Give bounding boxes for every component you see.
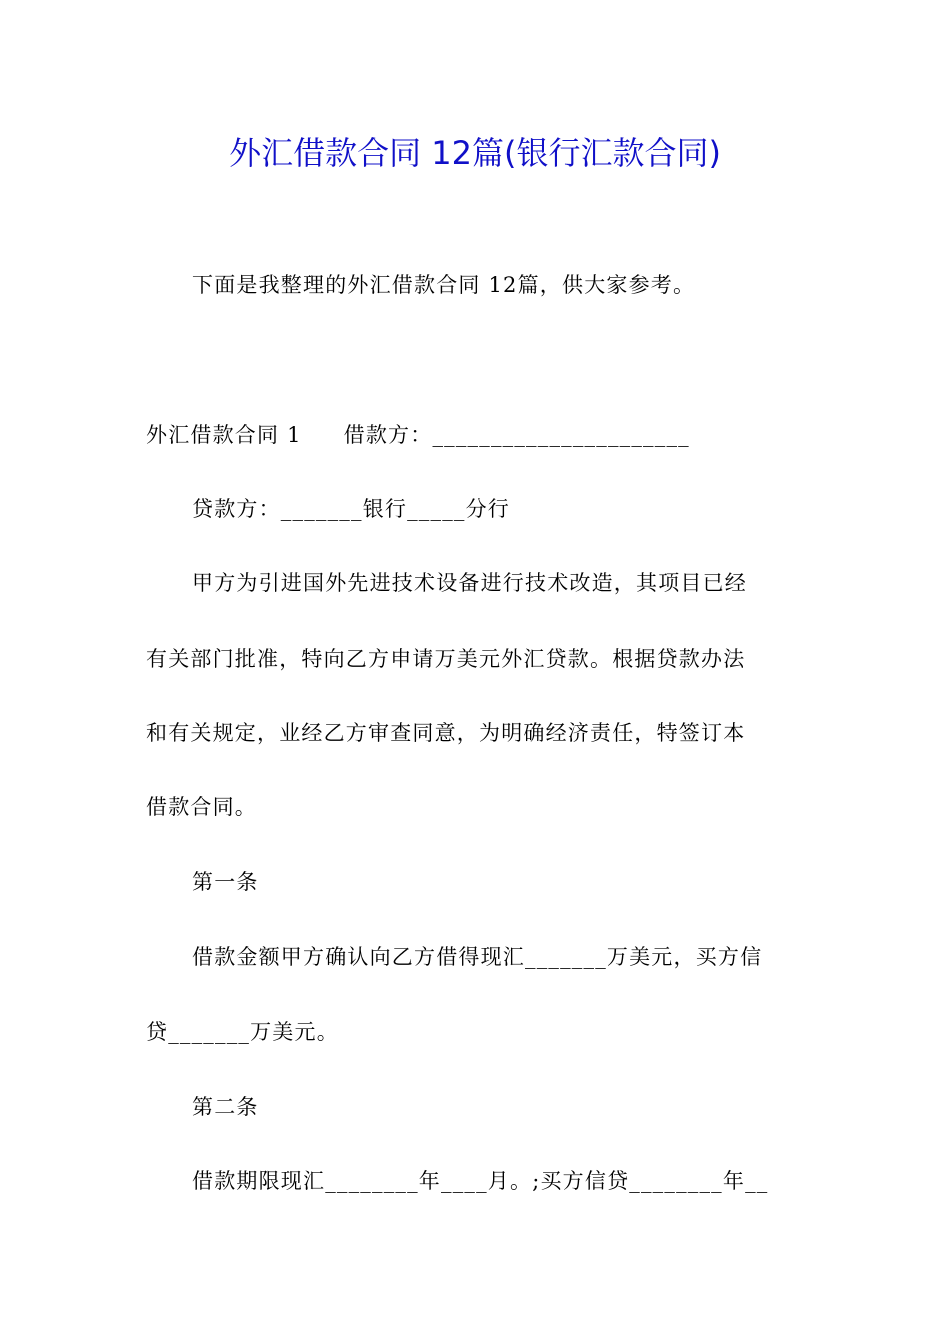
paragraph-line: 和有关规定，业经乙方审查同意，为明确经济责任，特签订本 — [146, 721, 746, 745]
document-title: 外汇借款合同 12篇(银行汇款合同) — [229, 134, 721, 172]
article-heading: 第二条 — [192, 1095, 259, 1119]
paragraph-line: 借款金额甲方确认向乙方借得现汇_______万美元，买方信 — [192, 945, 763, 969]
paragraph-line: 甲方为引进国外先进技术设备进行技术改造，其项目已经 — [192, 571, 747, 595]
contract-header-line — [146, 419, 690, 451]
contract-heading: 外汇借款合同 1 — [146, 423, 302, 447]
paragraph-line: 有关部门批准，特向乙方申请万美元外汇贷款。根据贷款办法 — [146, 647, 746, 671]
paragraph-line: 贷_______万美元。 — [146, 1020, 339, 1044]
lender-field: 贷款方：_______银行_____分行 — [192, 497, 510, 521]
paragraph-line: 借款合同。 — [146, 795, 257, 819]
paragraph-line: 借款期限现汇________年____月。;买方信贷________年__ — [192, 1169, 769, 1193]
borrower-field: 借款方：______________________ — [343, 423, 690, 447]
article-heading: 第一条 — [192, 870, 259, 894]
intro-text: 下面是我整理的外汇借款合同 12篇，供大家参考。 — [192, 273, 696, 297]
